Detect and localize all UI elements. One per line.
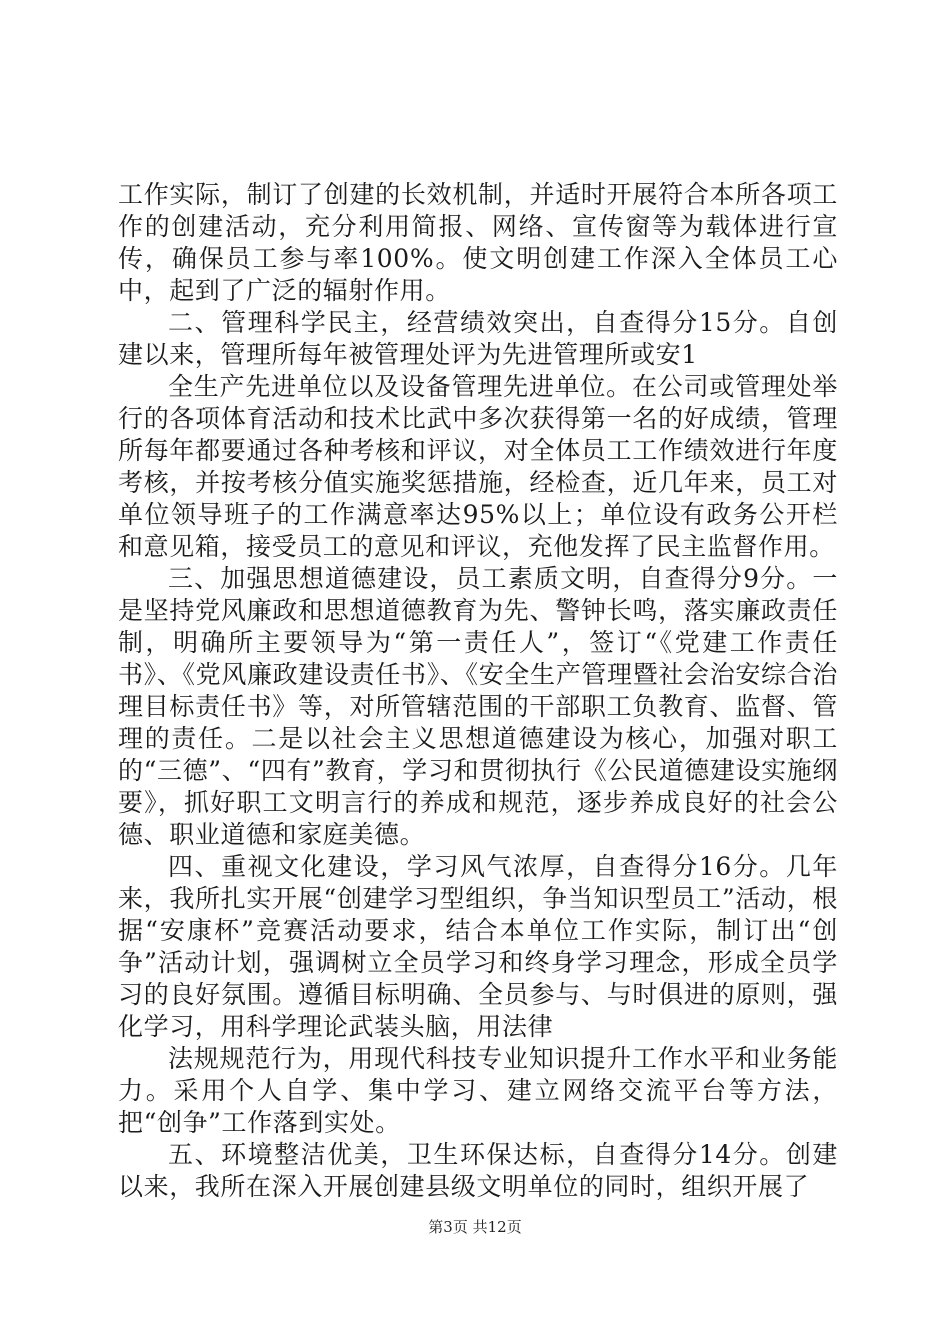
paragraph-section-five: 五、环境整洁优美，卫生环保达标，自查得分14分。创建以来，我所在深入开展创建县级文明单位的同时，组织开展了	[118, 1140, 838, 1201]
paragraph-section-three: 三、加强思想道德建设，员工素质文明，自查得分9分。一是坚持党风廉政和思想道德教育为先、警钟长鸣，落实廉政责任制，明确所主要领导为“第一责任人”，签订“《党建工作责任书》、《党风廉政建设责任书》、《安全生产管理暨社会治安综合治理目标责任书》等，对所管辖范围的干部职工负教育、监督、管理的责任。二是以社会主义思想道德建设为核心，加强对职工的“三德”、“四有”教育，学习和贯彻执行《公民道德建设实施纲要》，抓好职工文明言行的养成和规范，逐步养成良好的社会公德、职业道德和家庭美德。	[118, 564, 838, 849]
paragraph-section-two: 二、管理科学民主，经营绩效突出，自查得分15分。自创建以来，管理所每年被管理处评为先进管理所或安1	[118, 308, 838, 369]
paragraph-section-four-continued: 法规规范行为，用现代科技专业知识提升工作水平和业务能力。采用个人自学、集中学习、建立网络交流平台等方法，把“创争”工作落到实处。	[118, 1044, 838, 1137]
page-number-footer: 第3页 共12页	[428, 1218, 522, 1236]
paragraph-section-four: 四、重视文化建设，学习风气浓厚，自查得分16分。几年来，我所扎实开展“创建学习型组织，争当知识型员工”活动，根据“安康杯”竞赛活动要求，结合本单位工作实际，制订出“创争”活动计划，强调树立全员学习和终身学习理念，形成全员学习的良好氛围。遵循目标明确、全员参与、与时俱进的原则，强化学习，用科学理论武装头脑，用法律	[118, 852, 838, 1041]
paragraph-section-two-continued: 全生产先进单位以及设备管理先进单位。在公司或管理处举行的各项体育活动和技术比武中多次获得第一名的好成绩，管理所每年都要通过各种考核和评议，对全体员工工作绩效进行年度考核，并按考核分值实施奖惩措施，经检查，近几年来，员工对单位领导班子的工作满意率达95%以上；单位设有政务公开栏和意见箱，接受员工的意见和评议，充他发挥了民主监督作用。	[118, 372, 838, 561]
paragraph-continuation: 工作实际，制订了创建的长效机制，并适时开展符合本所各项工作的创建活动，充分利用简报、网络、宣传窗等为载体进行宣传，确保员工参与率100%。使文明创建工作深入全体员工心中，起到了广泛的辐射作用。	[118, 180, 838, 305]
document-body	[118, 179, 838, 1203]
